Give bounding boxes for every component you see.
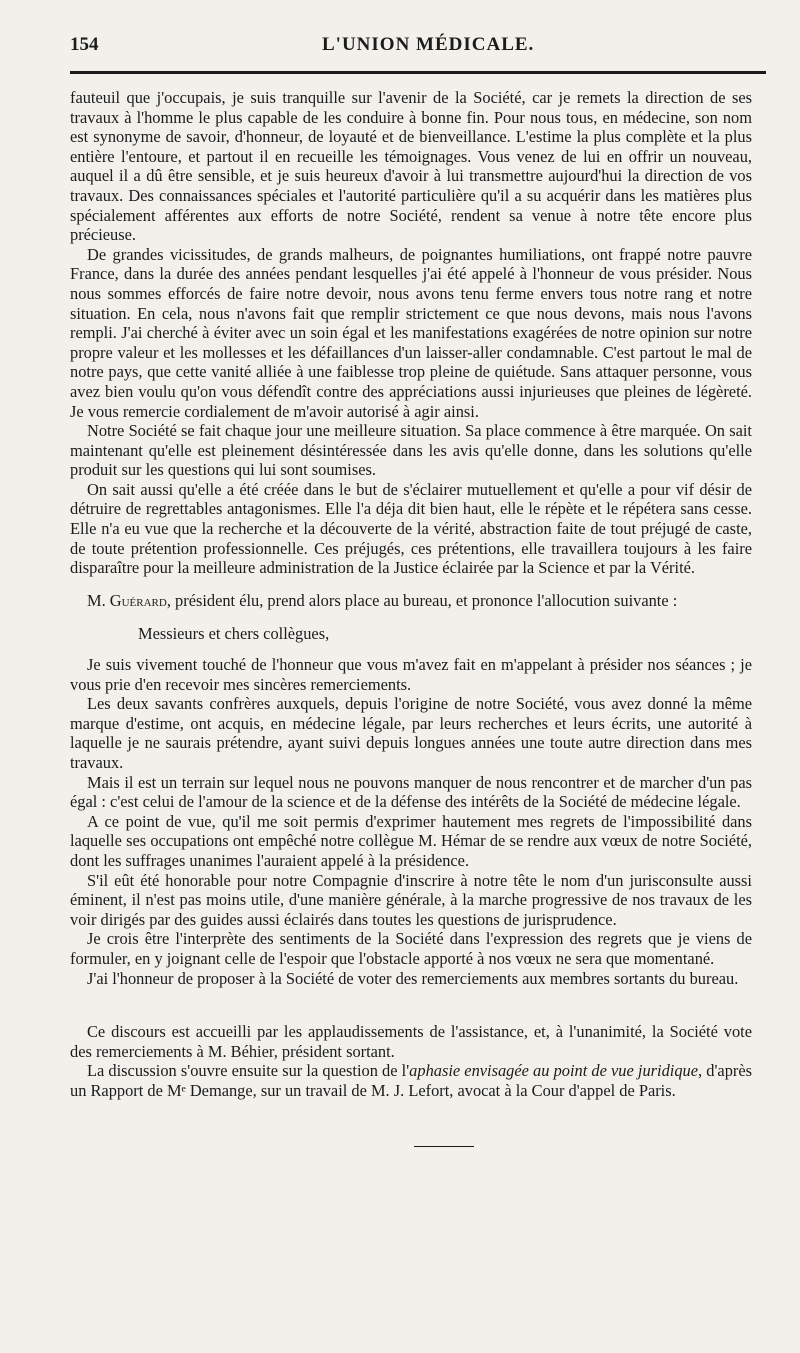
- speaker-name: M. Guérard,: [87, 590, 171, 610]
- running-title: L'UNION MÉDICALE.: [322, 34, 535, 55]
- paragraph: Je suis vivement touché de l'honneur que vous m'avez fait en m'appelant à présider nos séances ; je vous prie d'en recevoir mes sincères remerciements.: [70, 655, 752, 694]
- paragraph: [70, 1061, 752, 1100]
- paragraph: Les deux savants confrères auxquels, depuis l'origine de notre Société, vous avez donné la même marque d'estime, ont acquis, en médecine légale, par leurs recherches et leurs écrits, une autorité à laquelle je ne saurais prétendre, ayant suivi depuis longues années une toute autre direction dans mes travaux.: [70, 694, 752, 772]
- salutation: Messieurs et chers collègues,: [138, 624, 330, 644]
- paragraph: On sait aussi qu'elle a été créée dans le but de s'éclairer mutuellement et qu'elle a pour vif désir de détruire de regrettables antagonismes. Elle l'a déja dit bien haut, elle le répète et le répétera sans cesse. Elle n'a eu vue que la recherche et la découverte de la vérité, abstraction faite de tout préjugé de caste, de toute prétention professionnelle. Ces préjugés, ces prétentions, elle travaillera toujours à les faire disparaître pour la meilleure administration de la Justice éclairée par la Science et par la Vérité.: [70, 479, 752, 578]
- body-text: [70, 88, 752, 1101]
- italic-term: aphasie envisagée au point de vue juridique,: [409, 1061, 703, 1081]
- paragraph: Mais il est un terrain sur lequel nous ne pouvons manquer de nous rencontrer et de marcher d'un pas égal : c'est celui de l'amour de la science et de la défense des intérêts de la Société de médecine légale.: [70, 772, 752, 812]
- page-header: [70, 30, 752, 64]
- paragraph: S'il eût été honorable pour notre Compagnie d'inscrire à notre tête le nom d'un jurisconsulte aussi éminent, il n'est pas moins utile, d'une manière générale, à la marche progressive de nos travaux de les voir dirigés par des guides aussi éclairés dans toutes les questions de jurisprudence.: [70, 870, 752, 929]
- paragraph: J'ai l'honneur de proposer à la Société de voter des remerciements aux membres sortants du bureau.: [87, 968, 739, 988]
- page-number: 154: [70, 34, 99, 55]
- paragraph: [70, 591, 752, 611]
- paragraph-text: La discussion s'ouvre ensuite sur la question de l': [87, 1061, 410, 1081]
- paragraph-text: président élu, prend alors place au bureau, et prononce l'allocution suivante :: [170, 590, 678, 610]
- paragraph: fauteuil que j'occupais, je suis tranquille sur l'avenir de la Société, car je remets la direction de ses travaux à l'homme le plus capable de les conduire à bonne fin. Pour nous tous, en médecine, son nom est synonyme de savoir, d'honneur, de loyauté et de bienveillance. L'estime la plus complète et la plus entière l'entoure, et partout il en recueille les témoignages. Vous venez de lui en offrir un nouveau, auquel il a dû être sensible, et je suis heureux d'avoir à lui transmettre aujourd'hui la direction de vos travaux. Des connaissances spéciales et l'autorité particulière qu'il a su acquérir dans les matières plus spécialement afférentes aux efforts de notre Société, rendent sa venue à notre tête encore plus précieuse.: [70, 88, 752, 245]
- paragraph: Ce discours est accueilli par les applaudissements de l'assistance, et, à l'unanimité, la Société vote des remerciements à M. Béhier, président sortant.: [70, 1022, 752, 1061]
- paragraph: Notre Société se fait chaque jour une meilleure situation. Sa place commence à être marquée. On sait maintenant qu'elle est pleinement désintéressée dans les avis qu'elle donne, dans les solutions qu'elle produit sur les questions qui lui sont soumises.: [70, 421, 752, 480]
- header-rule: [70, 71, 766, 74]
- end-rule: [414, 1146, 474, 1147]
- paragraph: De grandes vicissitudes, de grands malheurs, de poignantes humiliations, ont frappé notre pauvre France, dans la durée des années pendant lesquelles j'ai été appelé à l'honneur de vous présider. Nous nous sommes efforcés de faire notre devoir, nous avons tenu ferme envers tous notre rang et notre situation. En cela, nous n'avons fait que remplir strictement ce que nous devons, mais nous l'avons rempli. J'ai cherché à éviter avec un soin égal et les manifestations exagérées de notre opinion sur notre propre valeur et les mollesses et les défaillances d'un laisser-aller condamnable. C'est partout le mal de notre pays, que cette vanité alliée à une faiblesse trop pleine de quiétude. Sans attaquer personne, vous avez bien voulu qu'on vous défendît contre des appréciations aussi injurieuses que pleines de légèreté. Je vous remercie cordialement de m'avoir autorisé à agir ainsi.: [70, 244, 752, 421]
- paragraph: Je crois être l'interprète des sentiments de la Société dans l'expression des regrets que je viens de formuler, en y joignant celle de l'espoir que l'obstacle apporté à nos vœux ne sera que momentané.: [70, 929, 752, 968]
- paragraph-text: d'après un Rapport de Mᵉ Demange, sur un travail de M. J. Lefort, avocat à la Cour d'appel de Paris.: [70, 1061, 752, 1100]
- paragraph: A ce point de vue, qu'il me soit permis d'exprimer hautement mes regrets de l'impossibilité dans laquelle ses occupations ont empêché notre collègue M. Hémar de se rendre aux vœux de notre Société, dont les suffrages unanimes l'auraient appelé à la présidence.: [70, 811, 752, 870]
